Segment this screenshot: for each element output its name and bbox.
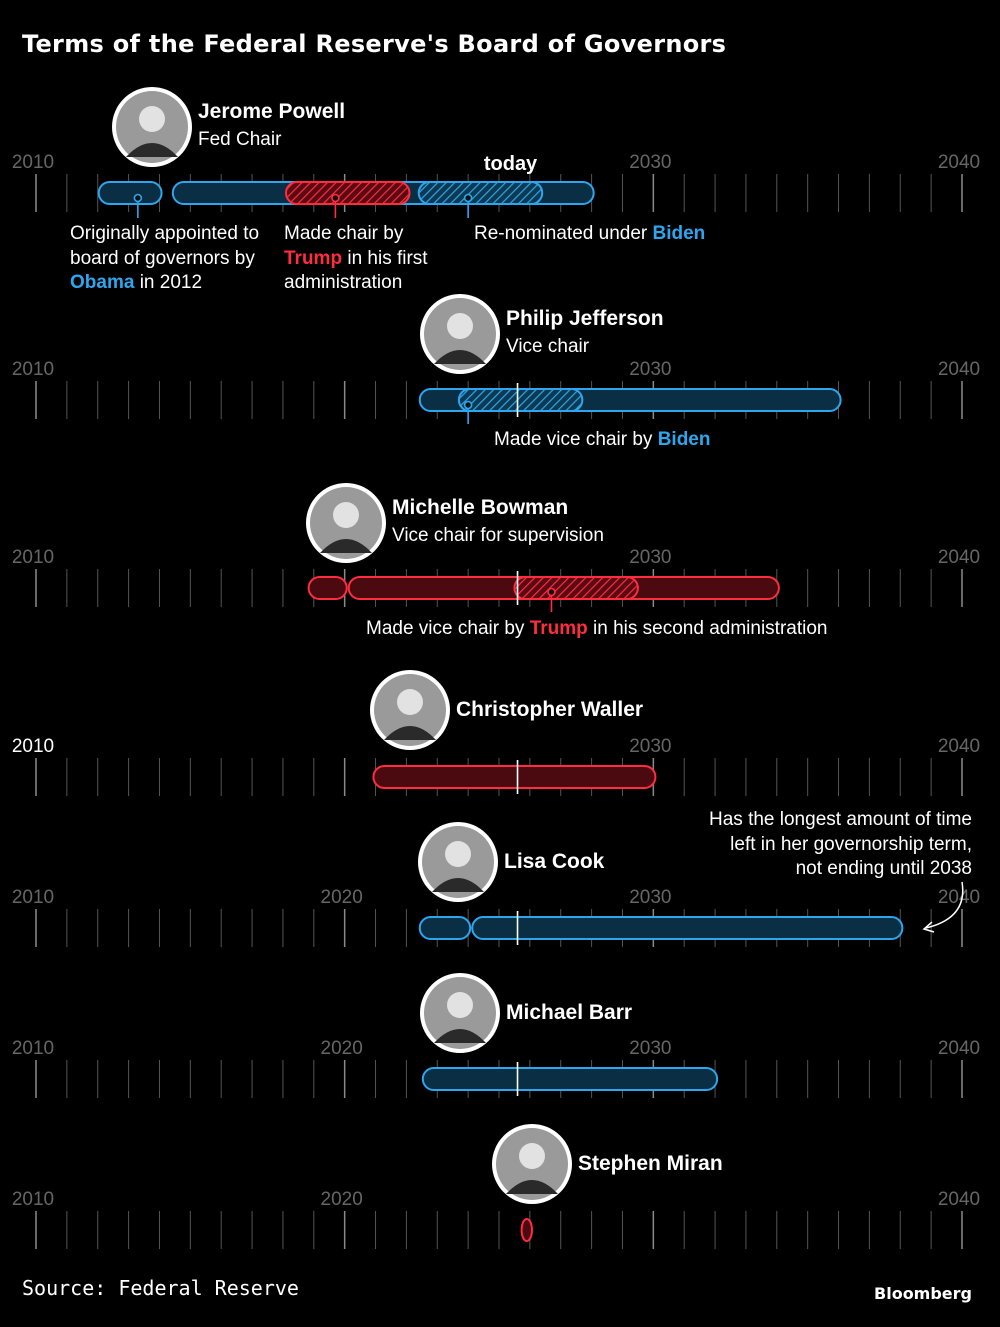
annotation-party: Trump [529, 618, 588, 639]
tick-label: 2010 [11, 547, 55, 568]
tick-label: 2040 [937, 736, 981, 757]
tick-label: 2030 [629, 887, 672, 908]
tick-label: 2040 [937, 1038, 981, 1059]
brand-logo: Bloomberg [874, 1284, 972, 1303]
tick-label: 2010 [11, 736, 55, 757]
annotation-text: Made vice chair by [366, 618, 530, 639]
powell-chair-annotation [284, 222, 459, 296]
today-label: today [483, 153, 538, 175]
annotation-text: Made chair by [284, 223, 404, 244]
annotation-dot [134, 195, 141, 202]
tick-label: 2010 [11, 152, 55, 173]
member-name: Michael Barr [506, 1001, 633, 1024]
powell-appointed-annotation [70, 222, 270, 296]
term-bar [522, 1219, 532, 1241]
tick-label: 2040 [937, 152, 981, 173]
tick-label: 2030 [629, 1038, 672, 1059]
member-role: Fed Chair [198, 129, 282, 150]
term-bar [309, 577, 347, 599]
tick-label: 2040 [937, 1189, 981, 1210]
tick-label: 2030 [629, 152, 672, 173]
member-name: Stephen Miran [578, 1152, 723, 1175]
annotation-dot [465, 402, 472, 409]
tick-label: 2030 [629, 547, 672, 568]
annotation-party: Trump [284, 247, 343, 269]
annotation-text: Made vice chair by [494, 429, 658, 450]
annotation-party: Obama [70, 272, 135, 293]
tick-label: 2010 [11, 1038, 55, 1059]
annotation-dot [332, 195, 339, 202]
tick-label: 2010 [11, 359, 55, 380]
tick-label: 2020 [320, 1038, 363, 1059]
tick-label: 2010 [11, 887, 55, 908]
annotation-text: Re-nominated under [474, 223, 653, 244]
member-name: Philip Jefferson [506, 307, 664, 330]
role-segment [459, 389, 582, 411]
portrait-head [333, 502, 359, 528]
cook-annotation: Has the longest amount of time left in her governorship term, not ending until 2038 [709, 809, 972, 879]
member-role: Vice chair [506, 336, 590, 357]
term-bar [420, 917, 470, 939]
member-name: Michelle Bowman [392, 496, 569, 519]
portrait-head [445, 841, 471, 867]
tick-label: 2030 [629, 736, 672, 757]
annotation-text: in his first administration [284, 247, 428, 293]
annotation-text: Originally appointed to board of governors by [70, 223, 260, 269]
member-role: Vice chair for supervision [392, 525, 604, 546]
role-segment [514, 577, 637, 599]
term-bar [373, 766, 655, 788]
tick-label: 2020 [320, 1189, 363, 1210]
portrait-head [397, 689, 423, 715]
tick-label: 2020 [320, 887, 363, 908]
role-segment [286, 182, 409, 204]
term-bar [472, 917, 902, 939]
annotation-party: Biden [657, 429, 711, 450]
tick-label: 2030 [629, 359, 672, 380]
portrait-head [139, 106, 165, 132]
tick-label: 2040 [937, 359, 981, 380]
chart-title: Terms of the Federal Reserve's Board of Governors [22, 30, 727, 58]
tick-label: 2040 [937, 887, 981, 908]
portrait-head [519, 1143, 545, 1169]
portrait-head [447, 313, 473, 339]
member-name: Christopher Waller [456, 698, 644, 721]
annotation-text: in his second administration [587, 618, 828, 639]
annotation-dot [465, 195, 472, 202]
tick-label: 2010 [11, 1189, 55, 1210]
portrait-head [447, 992, 473, 1018]
role-segment [419, 182, 542, 204]
member-name: Jerome Powell [198, 100, 346, 123]
annotation-text: in 2012 [134, 272, 203, 293]
term-bar [423, 1068, 717, 1090]
bowman-vice-annotation [366, 617, 926, 642]
annotation-party: Biden [652, 223, 706, 244]
powell-renominated-annotation [474, 222, 774, 247]
annotation-dot [548, 589, 555, 596]
term-bar [99, 182, 162, 204]
member-name: Lisa Cook [504, 850, 605, 873]
source-note: Source: Federal Reserve [22, 1276, 299, 1300]
jefferson-vice-annotation [494, 428, 794, 453]
tick-label: 2040 [937, 547, 981, 568]
